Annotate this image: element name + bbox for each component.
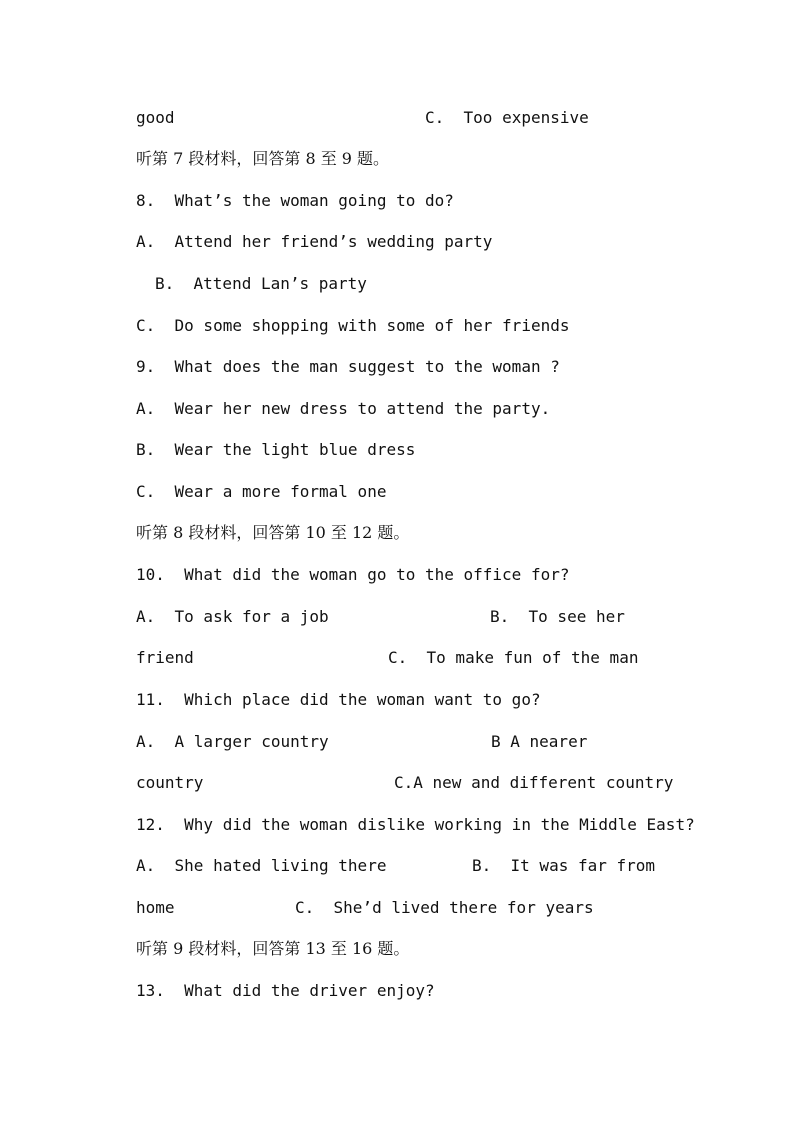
section-instruction: 听第 9 段材料，回答第 13 至 16 题。 xyxy=(136,939,410,958)
option-11b-cont: country xyxy=(136,773,204,792)
option-10b-cont: friend xyxy=(136,648,194,667)
question-8: 8. What’s the woman going to do? xyxy=(136,191,454,210)
question-9: 9. What does the man suggest to the woman ? xyxy=(136,357,560,376)
option-10c: C. To make fun of the man xyxy=(388,648,639,667)
option-8b: B. Attend Lan’s party xyxy=(155,274,367,293)
option-10a: A. To ask for a job xyxy=(136,607,329,626)
option-text: good xyxy=(136,108,175,127)
option-9b: B. Wear the light blue dress xyxy=(136,440,416,459)
option-9a: A. Wear her new dress to attend the party. xyxy=(136,399,551,418)
option-11a: A. A larger country xyxy=(136,732,329,751)
question-11: 11. Which place did the woman want to go? xyxy=(136,690,541,709)
question-13: 13. What did the driver enjoy? xyxy=(136,981,435,1000)
option-11b: B A nearer xyxy=(491,732,588,751)
question-10: 10. What did the woman go to the office for? xyxy=(136,565,570,584)
option-12b: B. It was far from xyxy=(472,856,656,875)
option-12b-cont: home xyxy=(136,898,175,917)
option-8a: A. Attend her friend’s wedding party xyxy=(136,232,493,251)
option-9c: C. Wear a more formal one xyxy=(136,482,387,501)
option-12a: A. She hated living there xyxy=(136,856,387,875)
option-10b: B. To see her xyxy=(490,607,625,626)
section-instruction: 听第 8 段材料，回答第 10 至 12 题。 xyxy=(136,523,410,542)
question-12: 12. Why did the woman dislike working in the Middle East? xyxy=(136,815,695,834)
option-12c: C. She’d lived there for years xyxy=(295,898,594,917)
option-8c: C. Do some shopping with some of her friends xyxy=(136,316,570,335)
option-11c: C.A new and different country xyxy=(394,773,674,792)
option-text: C. Too expensive xyxy=(425,108,589,127)
section-instruction: 听第 7 段材料，回答第 8 至 9 题。 xyxy=(136,149,390,168)
